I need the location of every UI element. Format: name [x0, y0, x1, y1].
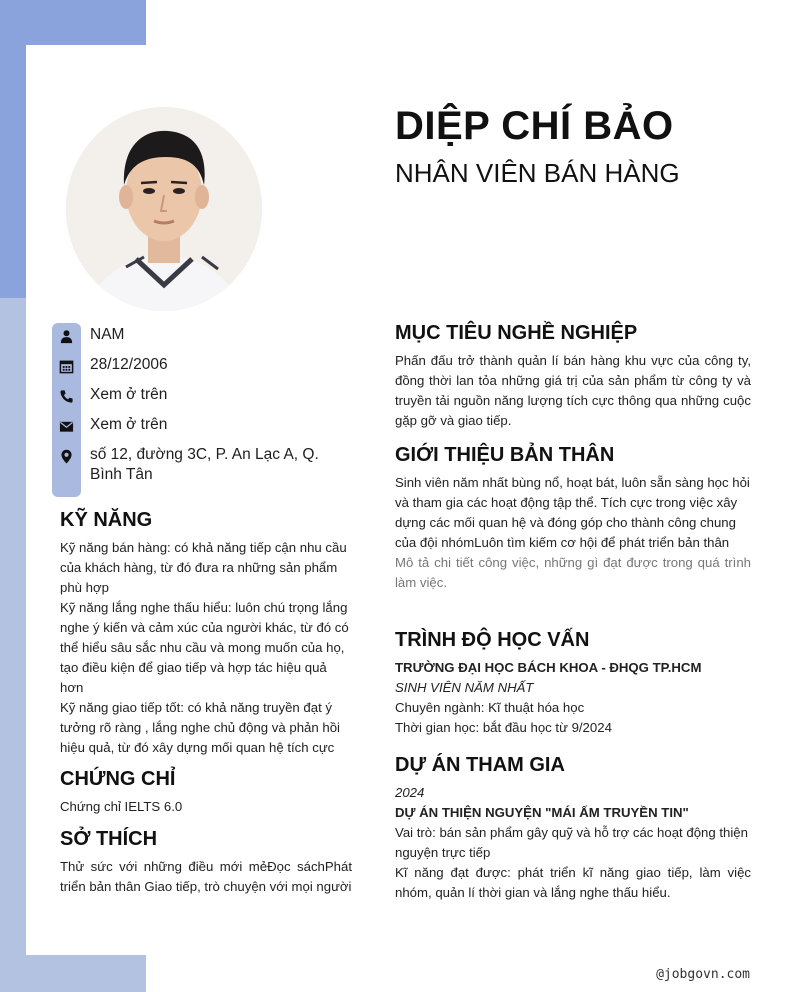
- school-name: TRƯỜNG ĐẠI HỌC BÁCH KHOA - ĐHQG TP.HCM: [395, 660, 702, 675]
- mail-icon: [52, 413, 81, 439]
- candidate-name: DIỆP CHÍ BẢO: [395, 104, 674, 148]
- contact-address: [52, 443, 352, 485]
- hobbies-section: [60, 828, 352, 897]
- skill-item: Kỹ năng giao tiếp tốt: có khả năng truyền đạt ý tưởng rõ ràng , lắng nghe chủ động và phản hồi hiệu quả, từ đó xây dựng mối quan hệ tích cực: [60, 700, 340, 755]
- skill-item: Kỹ năng lắng nghe thấu hiểu: luôn chú trọng lắng nghe ý kiến và cảm xúc của người khác, từ đó có thể hiểu sâu sắc nhu cầu và mong muốn của họ, tạo điều kiện để giao tiếp và hợp tác hiệu quả hơn: [60, 600, 349, 695]
- contact-email: [52, 413, 352, 439]
- about-placeholder-text: Mô tả chi tiết công việc, những gì đạt được trong quá trình làm việc.: [395, 555, 751, 590]
- education-role: SINH VIÊN NĂM NHẤT: [395, 680, 534, 695]
- contact-gender: [52, 323, 352, 349]
- contact-text: Xem ở trên: [90, 386, 168, 403]
- phone-icon: [52, 383, 81, 409]
- section-title: MỤC TIÊU NGHỀ NGHIỆP: [395, 322, 638, 344]
- calendar-icon: [52, 353, 81, 379]
- education-time: Thời gian học: bắt đầu học từ 9/2024: [395, 720, 612, 735]
- location-pin-icon: [52, 443, 81, 469]
- section-title: KỸ NĂNG: [60, 509, 153, 531]
- contact-text: Xem ở trên: [90, 416, 168, 433]
- watermark: @jobgovn.com: [656, 967, 750, 982]
- contact-list: [52, 323, 352, 489]
- education-major: Chuyên ngành: Kĩ thuật hóa học: [395, 700, 585, 715]
- user-icon: [52, 323, 81, 349]
- skills-section: [60, 509, 352, 758]
- section-title: GIỚI THIỆU BẢN THÂN: [395, 444, 615, 466]
- projects-section: [395, 754, 751, 903]
- section-title: DỰ ÁN THAM GIA: [395, 754, 565, 776]
- contact-birthdate: [52, 353, 352, 379]
- section-title: TRÌNH ĐỘ HỌC VẤN: [395, 629, 590, 651]
- skill-item: Kỹ năng bán hàng: có khả năng tiếp cận nhu cầu của khách hàng, từ đó đưa ra những sản phẩm phù hợp: [60, 540, 347, 595]
- contact-text: 28/12/2006: [90, 356, 168, 373]
- candidate-job-title: NHÂN VIÊN BÁN HÀNG: [395, 158, 680, 188]
- profile-photo-image: [66, 107, 262, 311]
- certificates-section: [60, 768, 352, 817]
- project-role: Vai trò: bán sản phẩm gây quỹ và hỗ trợ các hoạt động thiện nguyện trực tiếp: [395, 825, 748, 860]
- project-skills: Kĩ năng đạt được: phát triển kĩ năng giao tiếp, làm việc nhóm, quản lí thời gian và lắng nghe thấu hiểu.: [395, 865, 751, 900]
- section-title: SỞ THÍCH: [60, 828, 158, 850]
- contact-text: NAM: [90, 326, 125, 343]
- contact-phone: [52, 383, 352, 409]
- profile-photo: [66, 107, 262, 311]
- project-name: DỰ ÁN THIỆN NGUYỆN "MÁI ẤM TRUYỀN TIN": [395, 805, 689, 820]
- hobbies-text: Thử sức với những điều mới mẻĐọc sáchPhát triển bản thân Giao tiếp, trò chuyện với mọi người: [60, 859, 352, 894]
- project-year: 2024: [395, 785, 425, 800]
- about-text: Sinh viên năm nhất bùng nổ, hoạt bát, luôn sẵn sàng học hỏi và tham gia các hoạt động tập thể. Tích cực trong việc xây dựng các mối quan hệ và đóng góp cho thành công chung của đội nhómLuôn tìm kiếm cơ hội để phát triển bản thân: [395, 475, 750, 550]
- objective-section: [395, 322, 751, 431]
- objective-text: Phấn đấu trở thành quản lí bán hàng khu vực của công ty, đồng thời lan tỏa những giá trị của sản phẩm từ công ty và truyền tải nguồn năng lượng tích cực thông qua những cuộc gặp gỡ và giao tiếp.: [395, 353, 751, 428]
- certificate-item: Chứng chỉ IELTS 6.0: [60, 799, 183, 814]
- education-section: [395, 629, 751, 738]
- contact-text: số 12, đường 3C, P. An Lạc A, Q. Bình Tân: [90, 446, 319, 483]
- about-section: [395, 444, 751, 593]
- section-title: CHỨNG CHỈ: [60, 768, 176, 790]
